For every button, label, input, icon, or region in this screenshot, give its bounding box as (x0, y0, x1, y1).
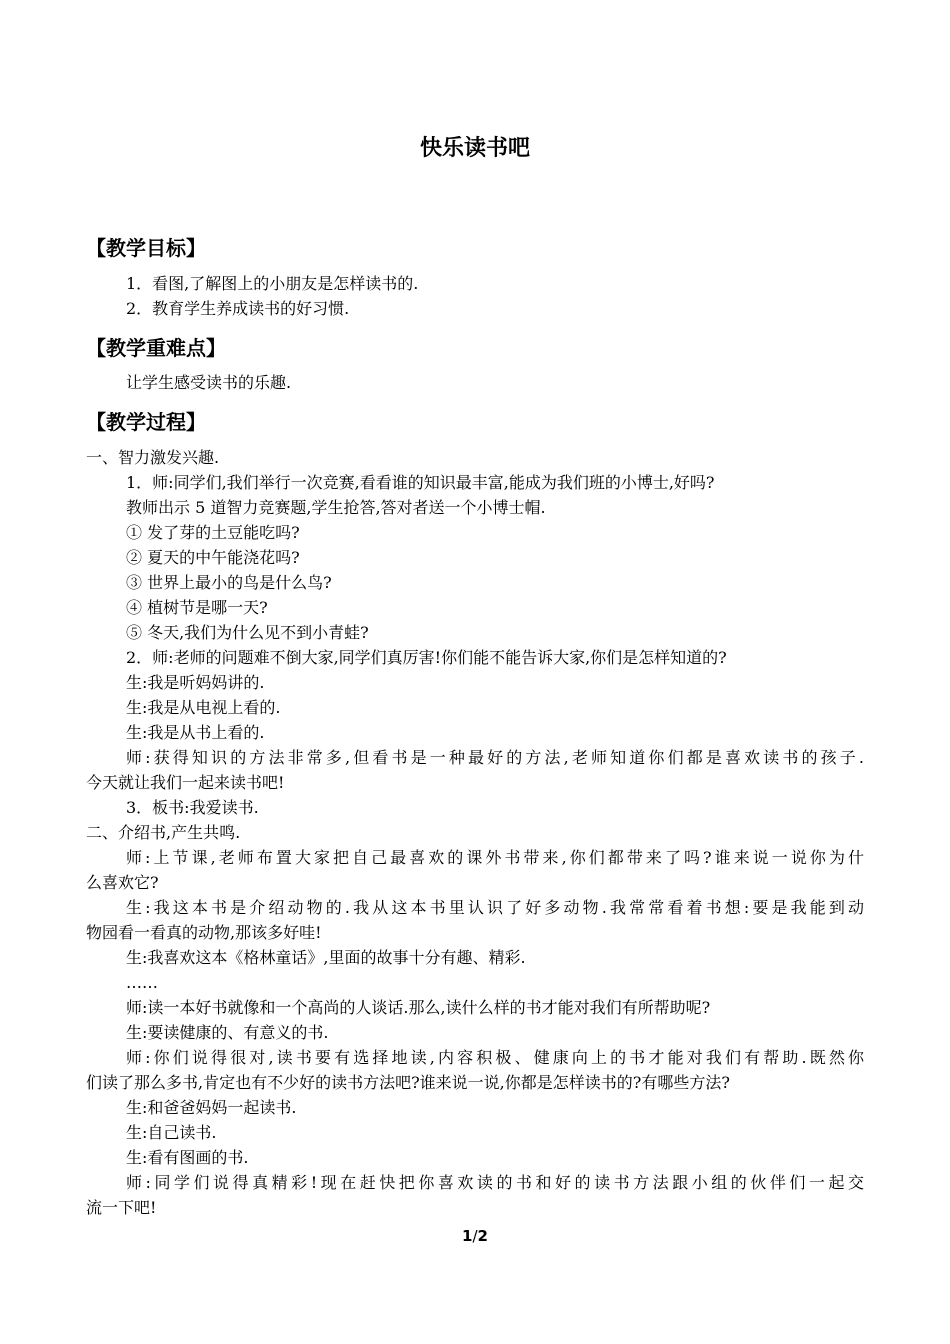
process-line: 生:我喜欢这本《格林童话》,里面的故事十分有趣、精彩. (126, 948, 526, 967)
page-number (0, 1226, 950, 1246)
process-line: 师:你们说得很对,读书要有选择地读,内容积极、健康向上的书才能对我们有帮助.既然你 (126, 1048, 864, 1067)
page-separator: / (472, 1227, 478, 1245)
process-line: 二、介绍书,产生共鸣. (86, 823, 241, 842)
goal-item: 2．教育学生养成读书的好习惯. (126, 299, 350, 318)
process-line: 生:我是从电视上看的. (126, 698, 281, 717)
page-current: 1 (462, 1227, 473, 1245)
process-line: 今天就让我们一起来读书吧! (86, 773, 285, 792)
process-line: ① 发了芽的土豆能吃吗? (126, 523, 300, 542)
key-points-heading: 【教学重难点】 (86, 336, 226, 360)
process-line: ⑤ 冬天,我们为什么见不到小青蛙? (126, 623, 369, 642)
process-line: 流一下吧! (86, 1198, 157, 1217)
process-line: 生:和爸爸妈妈一起读书. (126, 1098, 297, 1117)
process-line: 1．师:同学们,我们举行一次竞赛,看看谁的知识最丰富,能成为我们班的小博士,好吗? (126, 473, 715, 492)
process-heading: 【教学过程】 (86, 410, 206, 434)
process-line: 师:读一本好书就像和一个高尚的人谈话.那么,读什么样的书才能对我们有所帮助呢? (126, 998, 711, 1017)
process-line: ③ 世界上最小的鸟是什么鸟? (126, 573, 332, 592)
page-title: 快乐读书吧 (419, 136, 530, 161)
process-line: 生:我这本书是介绍动物的.我从这本书里认识了好多动物.我常常看着书想:要是我能到动 (126, 898, 864, 917)
process-line: 生:我是从书上看的. (126, 723, 265, 742)
process-line: 一、智力激发兴趣. (86, 448, 220, 467)
process-line: 生:看有图画的书. (126, 1148, 249, 1167)
process-line: 师:获得知识的方法非常多,但看书是一种最好的方法,老师知道你们都是喜欢读书的孩子. (126, 748, 864, 767)
process-line: …… (126, 973, 158, 992)
page-total: 2 (477, 1227, 488, 1245)
process-line: 教师出示 5 道智力竞赛题,学生抢答,答对者送一个小博士帽. (126, 498, 546, 517)
process-line: 么喜欢它? (86, 873, 159, 892)
key-points-text: 让学生感受读书的乐趣. (126, 373, 292, 392)
process-line: 生:要读健康的、有意义的书. (126, 1023, 329, 1042)
goal-item: 1．看图,了解图上的小朋友是怎样读书的. (126, 274, 419, 293)
process-line: ④ 植树节是哪一天? (126, 598, 268, 617)
process-line: 3．板书:我爱读书. (126, 798, 259, 817)
process-line: ② 夏天的中午能浇花吗? (126, 548, 300, 567)
process-line: 师:上节课,老师布置大家把自己最喜欢的课外书带来,你们都带来了吗?谁来说一说你为什 (126, 848, 864, 867)
process-line: 生:自己读书. (126, 1123, 217, 1142)
process-line: 生:我是听妈妈讲的. (126, 673, 265, 692)
goals-heading: 【教学目标】 (86, 236, 206, 260)
process-line: 2．师:老师的问题难不倒大家,同学们真厉害!你们能不能告诉大家,你们是怎样知道的? (126, 648, 727, 667)
process-line: 物园看一看真的动物,那该多好哇! (86, 923, 322, 942)
process-line: 们读了那么多书,肯定也有不少好的读书方法吧?谁来说一说,你都是怎样读书的?有哪些方法? (86, 1073, 730, 1092)
process-line: 师:同学们说得真精彩!现在赶快把你喜欢读的书和好的读书方法跟小组的伙伴们一起交 (126, 1173, 864, 1192)
